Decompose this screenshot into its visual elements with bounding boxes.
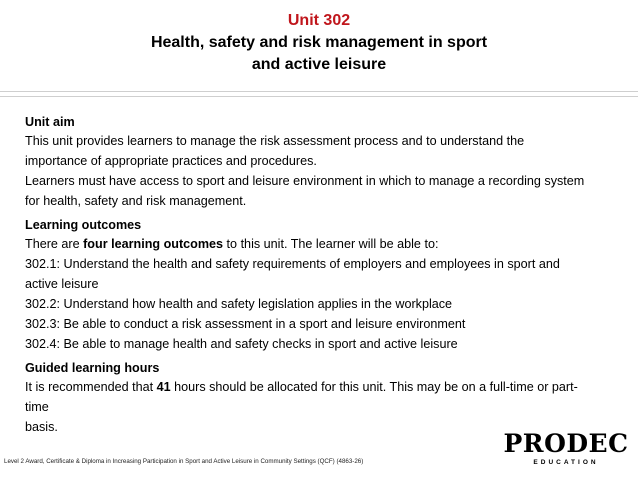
prodec-logo (502, 430, 630, 470)
guided-text-post: hours should be allocated for this unit. This may be on a full-time or part- (170, 380, 578, 394)
divider-bottom (0, 96, 638, 97)
guided-hours-line-3: basis. (25, 420, 58, 434)
unit-number: Unit 302 (287, 12, 351, 29)
outcome-line: 302.4: Be able to manage health and safety checks in sport and active leisure (25, 337, 458, 351)
learning-outcomes-heading: Learning outcomes (25, 218, 142, 232)
intro-text-bold: four learning outcomes (83, 237, 224, 251)
intro-text-pre: There are (25, 237, 84, 251)
learning-outcomes-intro (25, 234, 615, 254)
outcome-line: 302.3: Be able to conduct a risk assessment in a sport and leisure environment (25, 317, 466, 331)
content-body (25, 113, 615, 437)
divider-top (0, 91, 638, 92)
logo-name: PRODEC (503, 429, 629, 458)
unit-aim-line-3: Learners must have access to sport and leisure environment in which to manage a recording system (25, 174, 585, 188)
guided-text-pre: It is recommended that (25, 380, 157, 394)
logo-subtitle: EDUCATION (533, 459, 599, 466)
footer-text: Level 2 Award, Certificate & Diploma in Increasing Participation in Sport and Active Leisure in Community Settings (QCF) (4863-26) (4, 458, 364, 465)
intro-text-post: to this unit. The learner will be able to: (223, 237, 439, 251)
unit-aim-line-1: This unit provides learners to manage the risk assessment process and to understand the (25, 134, 525, 148)
guided-hours-value: 41 (156, 380, 171, 394)
unit-aim-heading: Unit aim (25, 115, 75, 129)
outcome-line: 302.2: Understand how health and safety legislation applies in the workplace (25, 297, 453, 311)
unit-title-line-1: Health, safety and risk management in sport (150, 34, 488, 51)
outcome-line: 302.1: Understand the health and safety requirements of employers and employees in sport and (25, 257, 560, 271)
guided-hours-line-1 (25, 377, 615, 397)
title-block (0, 10, 638, 76)
unit-aim-line-4: for health, safety and risk management. (25, 194, 247, 208)
outcome-line: active leisure (25, 277, 99, 291)
unit-title-line-2: and active leisure (251, 56, 387, 73)
unit-aim-line-2: importance of appropriate practices and procedures. (25, 154, 317, 168)
guided-hours-line-2: time (25, 400, 49, 414)
guided-hours-heading: Guided learning hours (25, 361, 160, 375)
